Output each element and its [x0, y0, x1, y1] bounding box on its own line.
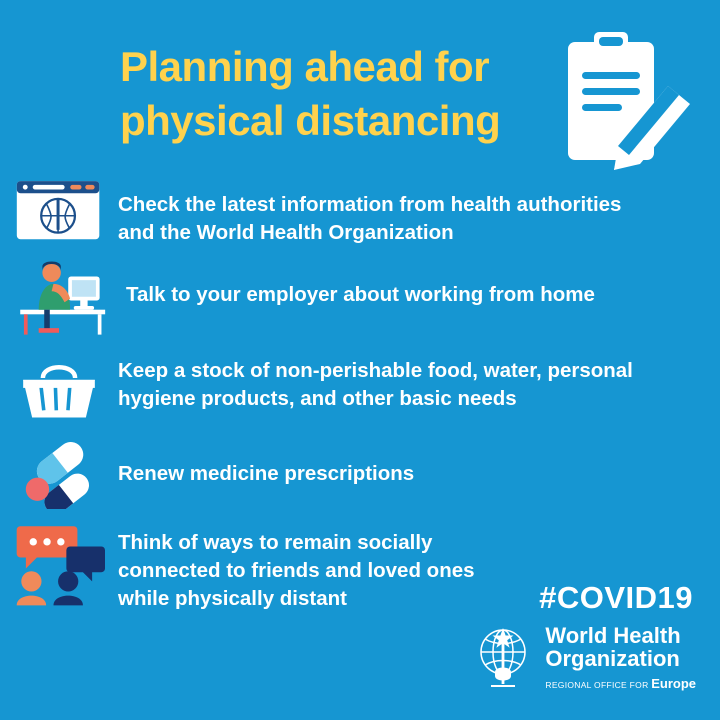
hashtag-covid19: #COVID19	[539, 580, 693, 615]
list-item	[0, 435, 720, 513]
page-title	[120, 40, 550, 148]
who-word-line-1: World Health	[545, 623, 681, 648]
who-word-line-2: Organization	[545, 646, 680, 672]
who-wordmark	[539, 620, 696, 691]
list-item	[0, 339, 720, 435]
who-region-name: Europe	[651, 675, 696, 691]
headline-line-1: Planning ahead for	[120, 43, 490, 90]
who-emblem-icon	[467, 620, 539, 692]
clipboard-pencil-icon	[556, 28, 701, 178]
list-item-text: Renew medicine prescriptions	[118, 462, 415, 485]
list-item	[0, 249, 720, 339]
list-item-text: Keep a stock of non-perishable food, water, personal hygiene products, and other basic needs	[118, 359, 633, 410]
who-region-line	[545, 676, 696, 691]
browser-window-who-icon	[0, 175, 118, 249]
person-at-desk-computer-icon	[0, 249, 118, 339]
tips-list	[0, 175, 720, 613]
who-logo	[467, 620, 696, 692]
list-item-text: Think of ways to remain socially connected to friends and loved ones while physically distant	[118, 531, 475, 610]
list-item-text: Check the latest information from health authorities and the World Health Organization	[118, 193, 622, 244]
shopping-basket-icon	[0, 339, 118, 435]
chat-bubbles-people-icon	[0, 513, 118, 613]
list-item-text: Talk to your employer about working from home	[126, 283, 595, 306]
pills-capsules-icon	[0, 435, 118, 513]
headline-line-2: physical distancing	[120, 96, 501, 144]
who-region-prefix: REGIONAL OFFICE FOR	[545, 679, 649, 690]
list-item	[0, 175, 720, 249]
